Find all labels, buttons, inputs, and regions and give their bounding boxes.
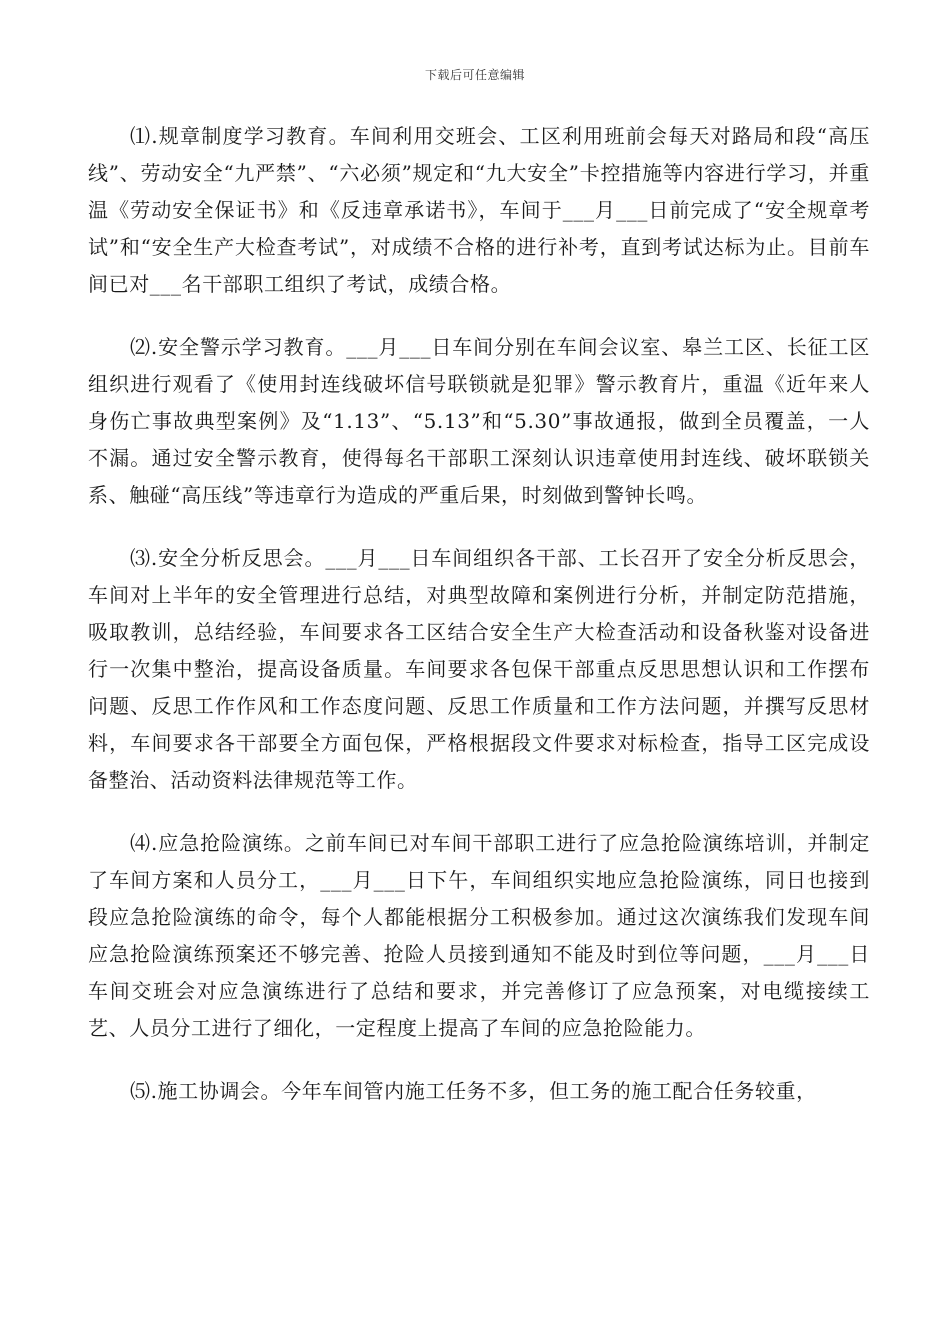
paragraph-safety-analysis: ⑶.安全分析反思会。___月___日车间组织各干部、工长召开了安全分析反思会，车间对上半年的安全管理进行总结，对典型故障和案例进行分析，并制定防范措施，吸取教训，总结经验，车间要求各工区结合安全生产大检查活动和设备秋鉴对设备进行一次集中整治，提高设备质量。车间要求各包保干部重点反思思想认识和工作摆布问题、反思工作作风和工作态度问题、反思工作质量和工作方法问题，并撰写反思材料，车间要求各干部要全方面包保，严格根据段文件要求对标检查，指导工区完成设备整治、活动资料法律规范等工作。 bbox=[88, 546, 870, 792]
paragraph-emergency-drill: ⑷.应急抢险演练。之前车间已对车间干部职工进行了应急抢险演练培训，并制定了车间方案和人员分工，___月___日下午，车间组织实地应急抢险演练，同日也接到段应急抢险演练的命令，每个人都能根据分工积极参加。通过这次演练我们发现车间应急抢险演练预案还不够完善、抢险人员接到通知不能及时到位等问题，___月___日车间交班会对应急演练进行了总结和要求，并完善修订了应急预案，对电缆接续工艺、人员分工进行了细化，一定程度上提高了车间的应急抢险能力。 bbox=[88, 831, 870, 1040]
document-body bbox=[88, 118, 870, 1136]
paragraph-construction-meeting: ⑸.施工协调会。今年车间管内施工任务不多，但工务的施工配合任务较重， bbox=[130, 1079, 817, 1103]
header-note: 下载后可任意编辑 bbox=[424, 68, 525, 82]
paragraph-rules-study: ⑴.规章制度学习教育。车间利用交班会、工区利用班前会每天对路局和段“高压线”、劳动安全“九严禁”、“六必须”规定和“九大安全”卡控措施等内容进行学习，并重温《劳动安全保证书》和《反违章承诺书》，车间于___月___日前完成了“安全规章考试”和“安全生产大检查考试”，对成绩不合格的进行补考，直到考试达标为止。目前车间已对___名干部职工组织了考试，成绩合格。 bbox=[88, 124, 870, 296]
paragraph-safety-warning: ⑵.安全警示学习教育。___月___日车间分别在车间会议室、皋兰工区、长征工区组织进行观看了《使用封连线破坏信号联锁就是犯罪》警示教育片，重温《近年来人身伤亡事故典型案例》及“1.13”、“5.13”和“5.30”事故通报，做到全员覆盖，一人不漏。通过安全警示教育，使得每名干部职工深刻认识违章使用封连线、破坏联锁关系、触碰“高压线”等违章行为造成的严重后果，时刻做到警钟长鸣。 bbox=[88, 335, 870, 507]
